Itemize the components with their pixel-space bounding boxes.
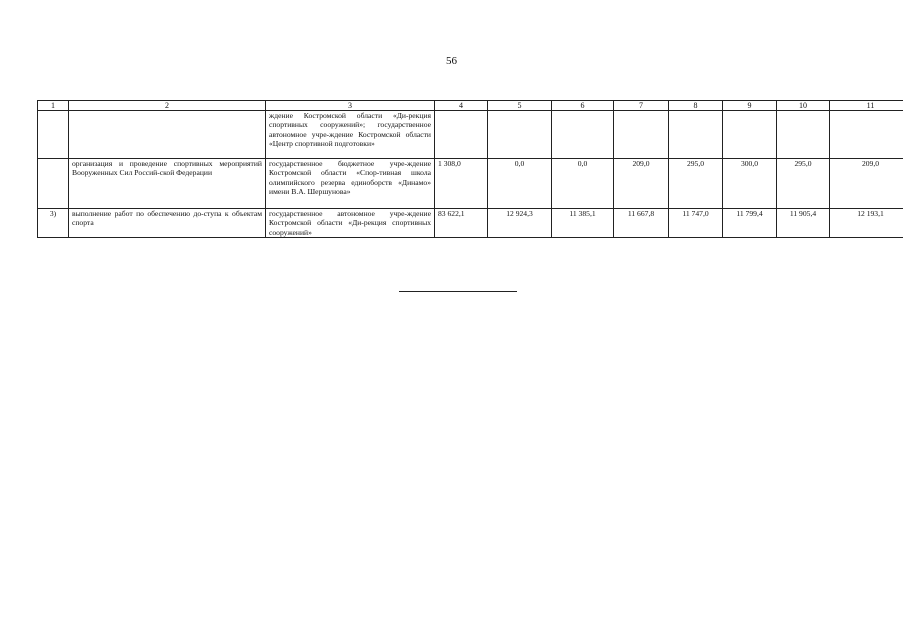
column-header: 6 xyxy=(552,101,614,111)
budget-table xyxy=(37,100,903,238)
value-cell: 11 385,1 xyxy=(552,209,614,238)
row-index xyxy=(38,111,69,159)
value-cell: 12 924,3 xyxy=(488,209,552,238)
page-number: 56 xyxy=(446,55,457,67)
value-cell: 209,0 xyxy=(614,159,669,209)
value-cell xyxy=(552,111,614,159)
activity-cell xyxy=(69,111,266,159)
institution-cell: государственное автономное учре-ждение Костромской области «Ди-рекция спортивных сооружений» xyxy=(266,209,435,238)
column-header: 3 xyxy=(266,101,435,111)
value-cell xyxy=(777,111,830,159)
value-cell: 11 905,4 xyxy=(777,209,830,238)
value-cell xyxy=(669,111,723,159)
value-cell: 0,0 xyxy=(488,159,552,209)
row-index: 3) xyxy=(38,209,69,238)
value-cell: 11 747,0 xyxy=(669,209,723,238)
institution-cell: ждение Костромской области «Ди-рекция спортивных сооружений»; государственное автономное учре-ждение Костромской области «Центр спортивной подготовки» xyxy=(266,111,435,159)
column-header: 4 xyxy=(435,101,488,111)
value-cell: 11 799,4 xyxy=(723,209,777,238)
value-cell: 300,0 xyxy=(723,159,777,209)
value-cell: 295,0 xyxy=(669,159,723,209)
column-header: 8 xyxy=(669,101,723,111)
column-header: 9 xyxy=(723,101,777,111)
value-cell xyxy=(723,111,777,159)
row-index xyxy=(38,159,69,209)
table-row xyxy=(38,111,903,159)
institution-cell: государственное бюджетное учре-ждение Костромской области «Спор-тивная школа олимпийского резерва единоборств «Динамо» имени В.А. Шершунова» xyxy=(266,159,435,209)
column-header: 11 xyxy=(830,101,903,111)
value-cell: 12 193,1 xyxy=(830,209,903,238)
value-cell: 11 667,8 xyxy=(614,209,669,238)
table-row xyxy=(38,209,903,238)
total-cell: 83 622,1 xyxy=(435,209,488,238)
value-cell xyxy=(830,111,903,159)
total-cell xyxy=(435,111,488,159)
column-header: 5 xyxy=(488,101,552,111)
table-header-row xyxy=(38,101,903,111)
value-cell: 295,0 xyxy=(777,159,830,209)
value-cell xyxy=(488,111,552,159)
activity-cell: организация и проведение спортивных мероприятий Вооруженных Сил Россий-ской Федерации xyxy=(69,159,266,209)
value-cell: 209,0 xyxy=(830,159,903,209)
total-cell: 1 308,0 xyxy=(435,159,488,209)
column-header: 1 xyxy=(38,101,69,111)
value-cell: 0,0 xyxy=(552,159,614,209)
column-header: 7 xyxy=(614,101,669,111)
closing-divider xyxy=(399,291,517,292)
column-header: 10 xyxy=(777,101,830,111)
value-cell xyxy=(614,111,669,159)
table-row xyxy=(38,159,903,209)
column-header: 2 xyxy=(69,101,266,111)
activity-cell: выполнение работ по обеспечению до-ступа к объектам спорта xyxy=(69,209,266,238)
